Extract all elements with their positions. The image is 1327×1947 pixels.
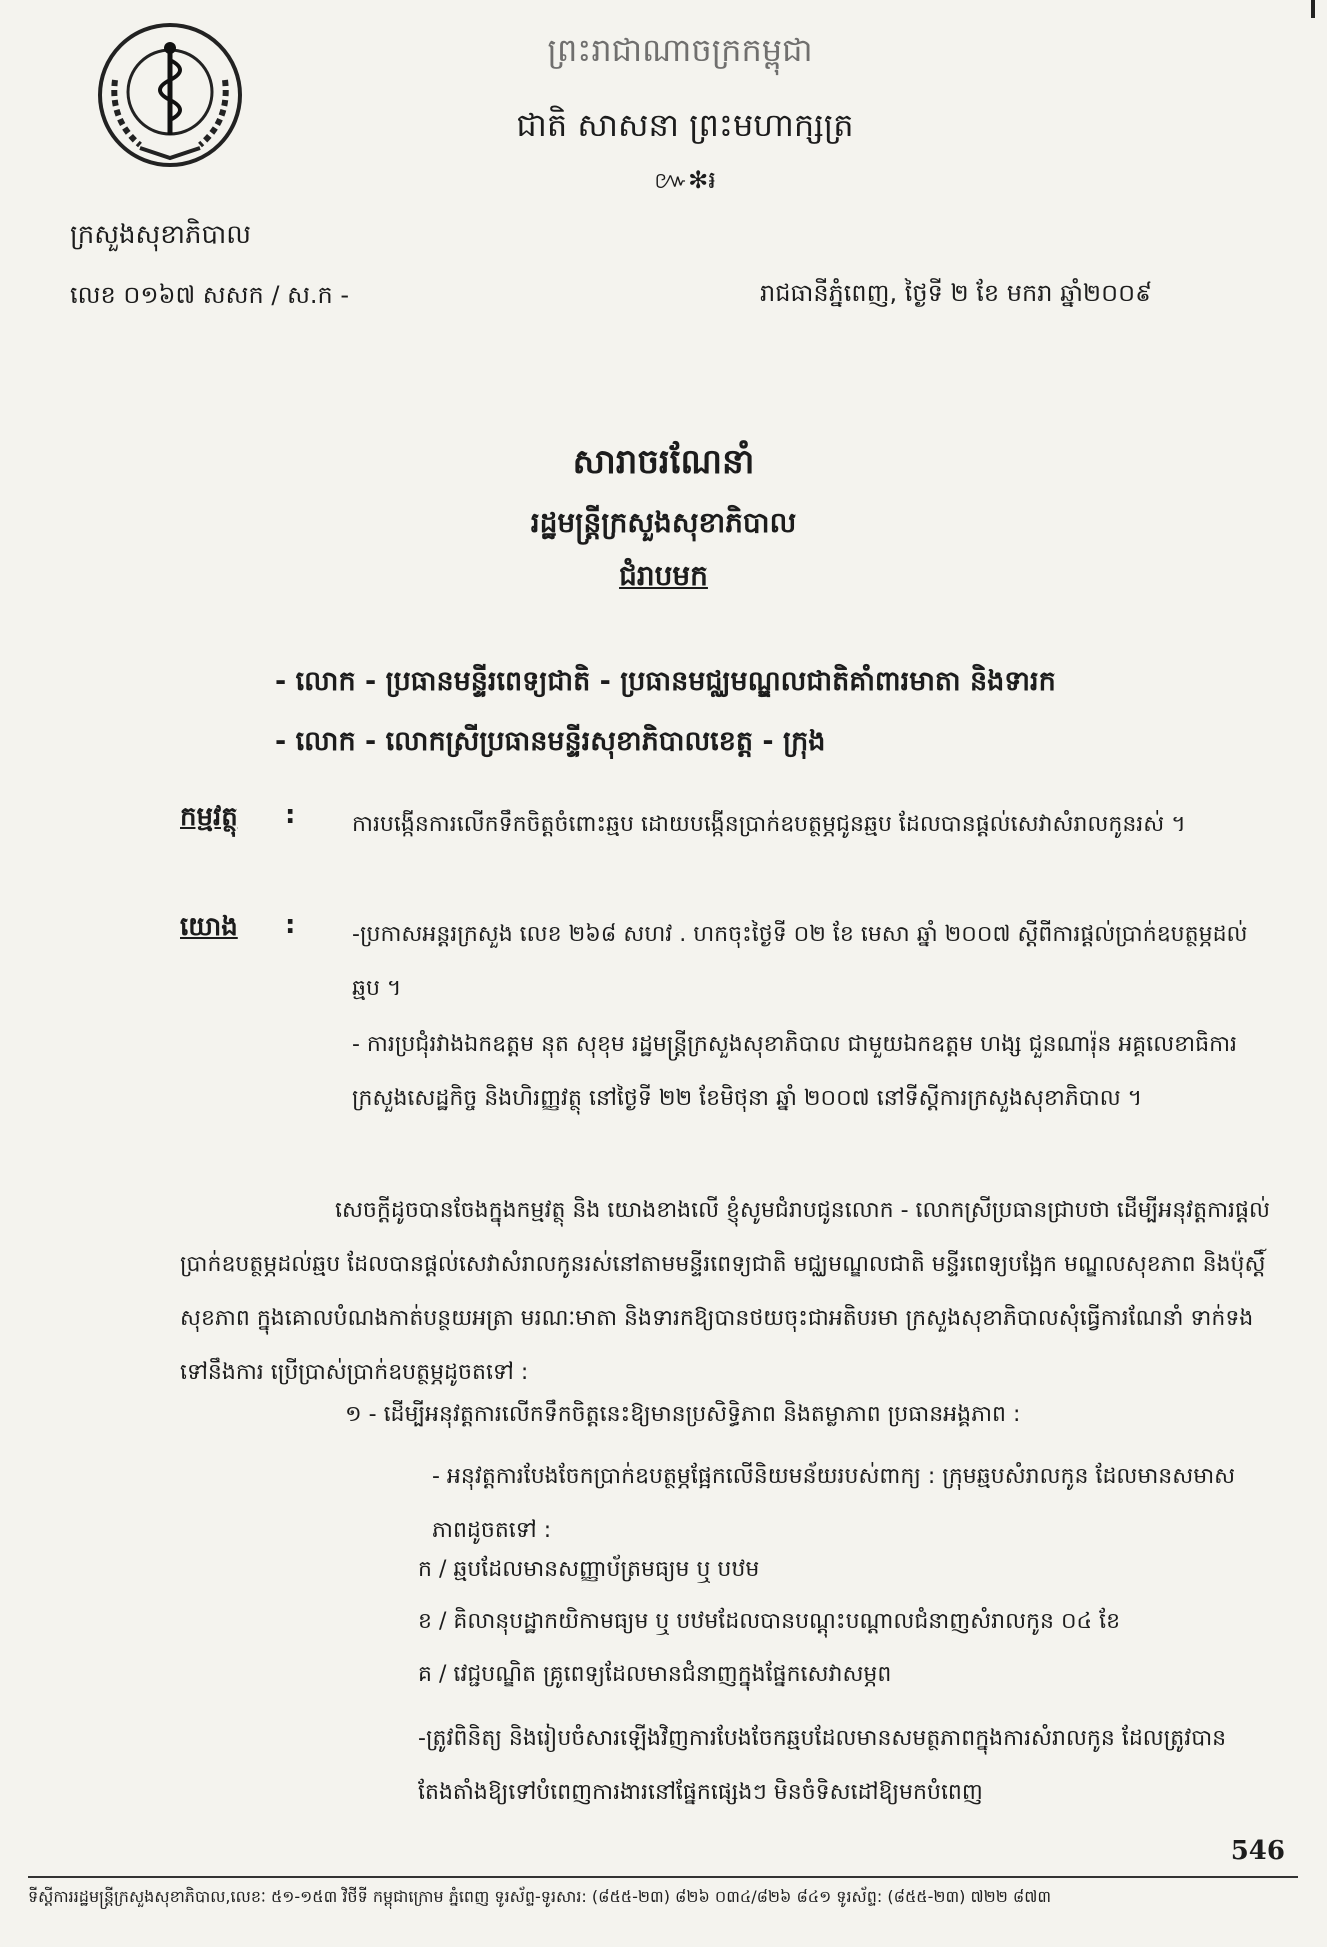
reference-colon: : — [285, 910, 296, 940]
reference-item: - ការប្រជុំរវាងឯកឧត្តម នុត សុខុម រដ្ឋមន្ត្រីក្រសួងសុខាភិបាល ជាមួយឯកឧត្តម ហង្ស ជួនណារ៉ុន អគ្គលេខាធិការក្រសួងសេដ្ឋកិច្ច និងហិរញ្ញវត្ថុ នៅថ្ងៃទី ២២ ខែមិថុនា ឆ្នាំ ២០០៧ នៅទីស្តីការក្រសួងសុខាភិបាល ។ — [352, 1032, 1238, 1111]
ministry-seal-icon — [95, 20, 245, 170]
review-text: -ត្រូវពិនិត្យ និងរៀបចំសារឡើងវិញការបែងចែកឆ្មបដែលមានសមត្ថភាពក្នុងការសំរាលកូន ដែលត្រូវបានតែងតាំងឱ្យទៅបំពេញការងារនៅផ្នែកផ្សេងៗ មិនចំទិសដៅឱ្យមកបំពេញ — [418, 1726, 1227, 1805]
sub-item: ក / ឆ្មបដែលមានសញ្ញាប័ត្រមធ្យម ឬ បឋម — [418, 1557, 760, 1582]
ministry-name: ក្រសួងសុខាភិបាល — [70, 220, 252, 250]
reference-label: យោង — [180, 912, 238, 942]
recipient-line: - លោក - លោកស្រីប្រធានមន្ទីរសុខាភិបាលខេត្ត - ក្រុង — [275, 726, 826, 757]
document-number: លេខ ០១៦៧ សសក / ស.ក - — [70, 281, 350, 309]
page-number: 546 — [1230, 1836, 1285, 1866]
subject-text: ការបង្កើនការលើកទឹកចិត្តចំពោះឆ្មប ដោយបង្កើនប្រាក់ឧបត្ថម្ភជូនឆ្មប ដែលបានផ្តល់សេវាសំរាលកូនរស់ ។ — [352, 812, 1186, 837]
recipient-line: - លោក - ប្រធានមន្ទីរពេទ្យជាតិ - ប្រធានមជ្ឈមណ្ឌលជាតិគាំពារមាតា និងទារក — [275, 666, 1056, 697]
document-sender: រដ្ឋមន្ត្រីក្រសួងសុខាភិបាល — [530, 506, 797, 539]
reference-item: -ប្រកាសអន្តរក្រសួង លេខ ២៦៨ សហវ . ហកចុះថ្ងៃទី ០២ ខែ មេសា ឆ្នាំ ២០០៧ ស្តីពីការផ្តល់ប្រាក់ឧបត្ថម្ភដល់ឆ្មប ។ — [352, 922, 1248, 1001]
date-line: រាជធានីភ្នំពេញ, ថ្ងៃទី ២ ខែ មករា ឆ្នាំ២០០៩ — [760, 279, 1153, 307]
subject-colon: : — [285, 800, 296, 830]
footer-address: ទីស្តីការរដ្ឋមន្ត្រីក្រសួងសុខាភិបាល,លេខៈ ៥១-១៥៣ វិថីទី កម្ពុជាក្រោម ភ្នំពេញ ទូរស័ព្ទ-ទូរសារ: (៨៥៥-២៣) ៨២៦ ០៣៤/៨២៦ ៨៤១ ទូរស័ព្ទ: (៨៥៥-២៣) ៧២២ ៨៧៣ — [28, 1887, 1052, 1906]
scan-edge-mark — [1311, 0, 1315, 18]
kingdom-header: ព្រះរាជាណាចក្រកម្ពុជា — [547, 31, 813, 69]
distribution-text: - អនុវត្តការបែងចែកប្រាក់ឧបត្ថម្ភផ្អែកលើនិយមន័យរបស់ពាក្យ : ក្រុមឆ្មបសំរាលកូន ដែលមានសមាសភាពដូចតទៅ : — [432, 1464, 1236, 1543]
ornament-divider: ៚✻៛ — [654, 166, 716, 194]
body-paragraph: សេចក្តីដូចបានចែងក្នុងកម្មវត្ថុ និង យោងខាងលើ ខ្ញុំសូមជំរាបជូនលោក - លោកស្រីប្រធានជ្រាបថា ដើម្បីអនុវត្តការផ្តល់ប្រាក់ឧបត្ថម្ភដល់ឆ្មប ដែលបានផ្តល់សេវាសំរាលកូនរស់នៅតាមមន្ទីរពេទ្យជាតិ មជ្ឈមណ្ឌលជាតិ មន្ទីរពេទ្យបង្អែក មណ្ឌលសុខភាព និងប៉ុស្តិ៍សុខភាព ក្នុងគោលបំណងកាត់បន្ថយអត្រា មរណៈមាតា និងទារកឱ្យបានថយចុះជាអតិបរមា ក្រសួងសុខាភិបាលសុំធ្វើការណែនាំ ទាក់ទងទៅនឹងការ ប្រើប្រាស់ប្រាក់ឧបត្ថម្ភដូចតទៅ : — [180, 1198, 1270, 1385]
numbered-item: ១ - ដើម្បីអនុវត្តការលើកទឹកចិត្តនេះឱ្យមានប្រសិទ្ធិភាព និងតម្លាភាព ប្រធានអង្គភាព : — [345, 1402, 1021, 1427]
sub-item: ខ / គិលានុបដ្ឋាកយិកាមធ្យម ឬ បឋមដែលបានបណ្តុះបណ្តាលជំនាញសំរាលកូន ០៤ ខែ — [418, 1609, 1121, 1634]
footer-divider — [28, 1876, 1298, 1878]
sub-item: គ / វេជ្ជបណ្ឌិត គ្រូពេទ្យដែលមានជំនាញក្នុងផ្នែកសេវាសម្ភព — [418, 1662, 892, 1687]
document-title: សារាចរណែនាំ — [572, 442, 755, 482]
national-motto: ជាតិ សាសនា ព្រះមហាក្សត្រ — [516, 106, 854, 144]
salutation-heading: ជំរាបមក — [619, 559, 708, 592]
subject-label: កម្មវត្ថុ — [180, 802, 238, 832]
